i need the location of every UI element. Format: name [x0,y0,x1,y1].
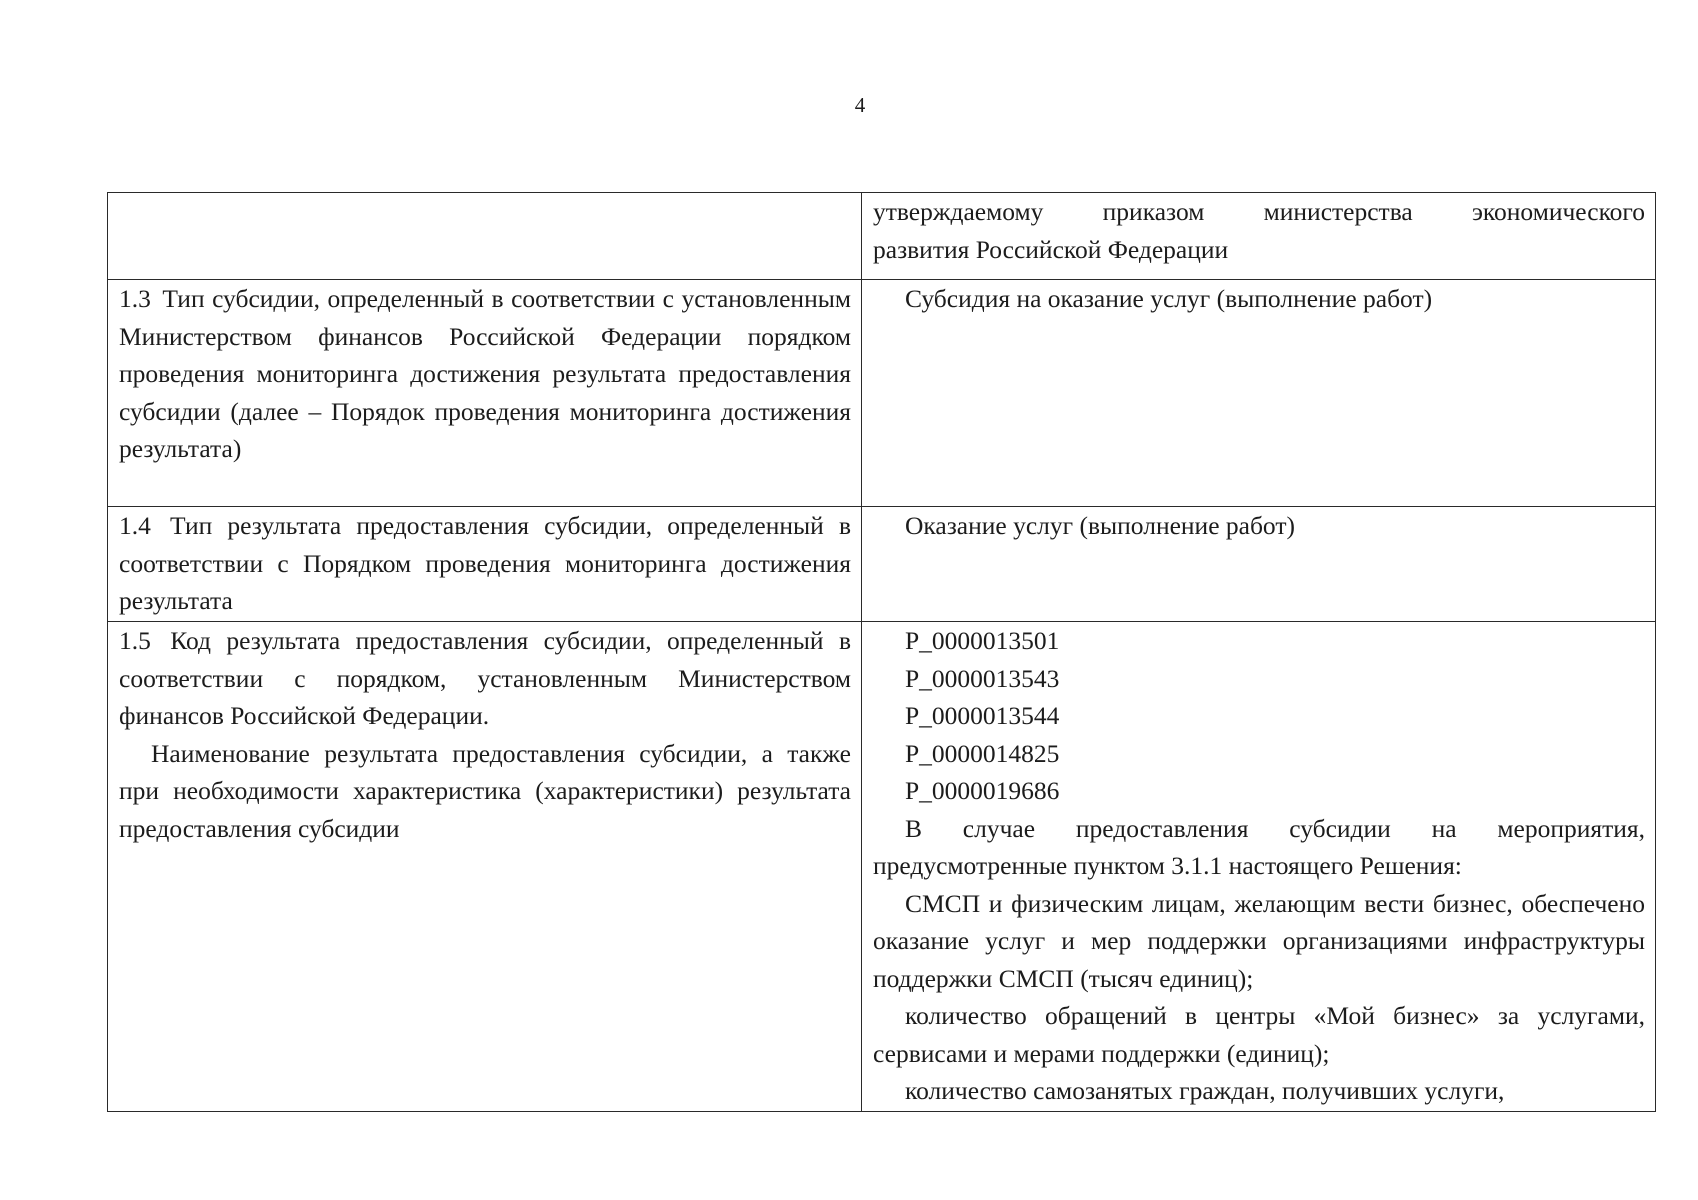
row-1-4-value-cell [862,507,1656,622]
row-1-5-description-2: Наименование результата предоставления субсидии, а также при необходимости характеристика (характеристики) результата предоставления субсидии [119,738,851,843]
row-1-5-description-1: Код результата предоставления субсидии, определенный в соответствии с порядком, установленным Министерством финансов Российской Федерации. [119,626,851,730]
result-code: P_0000013544 [905,701,1060,730]
row-1-3-description-cell [108,280,862,507]
result-paragraph-1: В случае предоставления субсидии на мероприятия, предусмотренные пунктом 3.1.1 настоящего Решения: [873,813,1645,880]
result-paragraph-3: количество обращений в центры «Мой бизнес» за услугами, сервисами и мерами поддержки (единиц); [873,1001,1645,1068]
result-code: P_0000014825 [905,738,1060,768]
table-row [108,193,1656,280]
row-1-5-value-cell [862,622,1656,1112]
row-1-5-description-cell [108,622,862,1112]
row-number: 1.4 [119,511,151,540]
row-1-4-value: Оказание услуг (выполнение работ) [905,511,1295,540]
table-row [108,280,1656,507]
row-1-3-description: Тип субсидии, определенный в соответствии с установленным Министерством финансов Российской Федерации порядком проведения мониторинга достижения результата предоставления субсидии (далее – Порядок проведения мониторинга достижения результата) [119,284,851,463]
subsidy-info-table [107,192,1656,1112]
result-code: P_0000013501 [905,626,1060,655]
header-left-cell [108,193,862,280]
table-row [108,507,1656,622]
result-code: P_0000019686 [905,776,1060,805]
table-row [108,622,1656,1112]
page-number: 4 [854,93,866,117]
row-1-3-value: Субсидия на оказание услуг (выполнение работ) [905,284,1433,313]
header-right-cell [862,193,1656,280]
row-number: 1.3 [119,284,151,313]
result-paragraph-4: количество самозанятых граждан, получивших услуги, [905,1076,1505,1105]
row-number: 1.5 [119,626,151,655]
header-right-line-1: утверждаемому приказом министерства экономического [873,197,1645,226]
row-1-4-description: Тип результата предоставления субсидии, определенный в соответствии с Порядком проведения мониторинга достижения результата [119,511,852,615]
row-1-4-description-cell [108,507,862,622]
row-1-3-value-cell [862,280,1656,507]
result-code: P_0000013543 [905,663,1060,693]
header-right-line-2: развития Российской Федерации [873,234,1229,264]
result-paragraph-2: СМСП и физическим лицам, желающим вести бизнес, обеспечено оказание услуг и мер поддержки организациями инфраструктуры поддержки СМСП (тысяч единиц); [873,888,1645,993]
